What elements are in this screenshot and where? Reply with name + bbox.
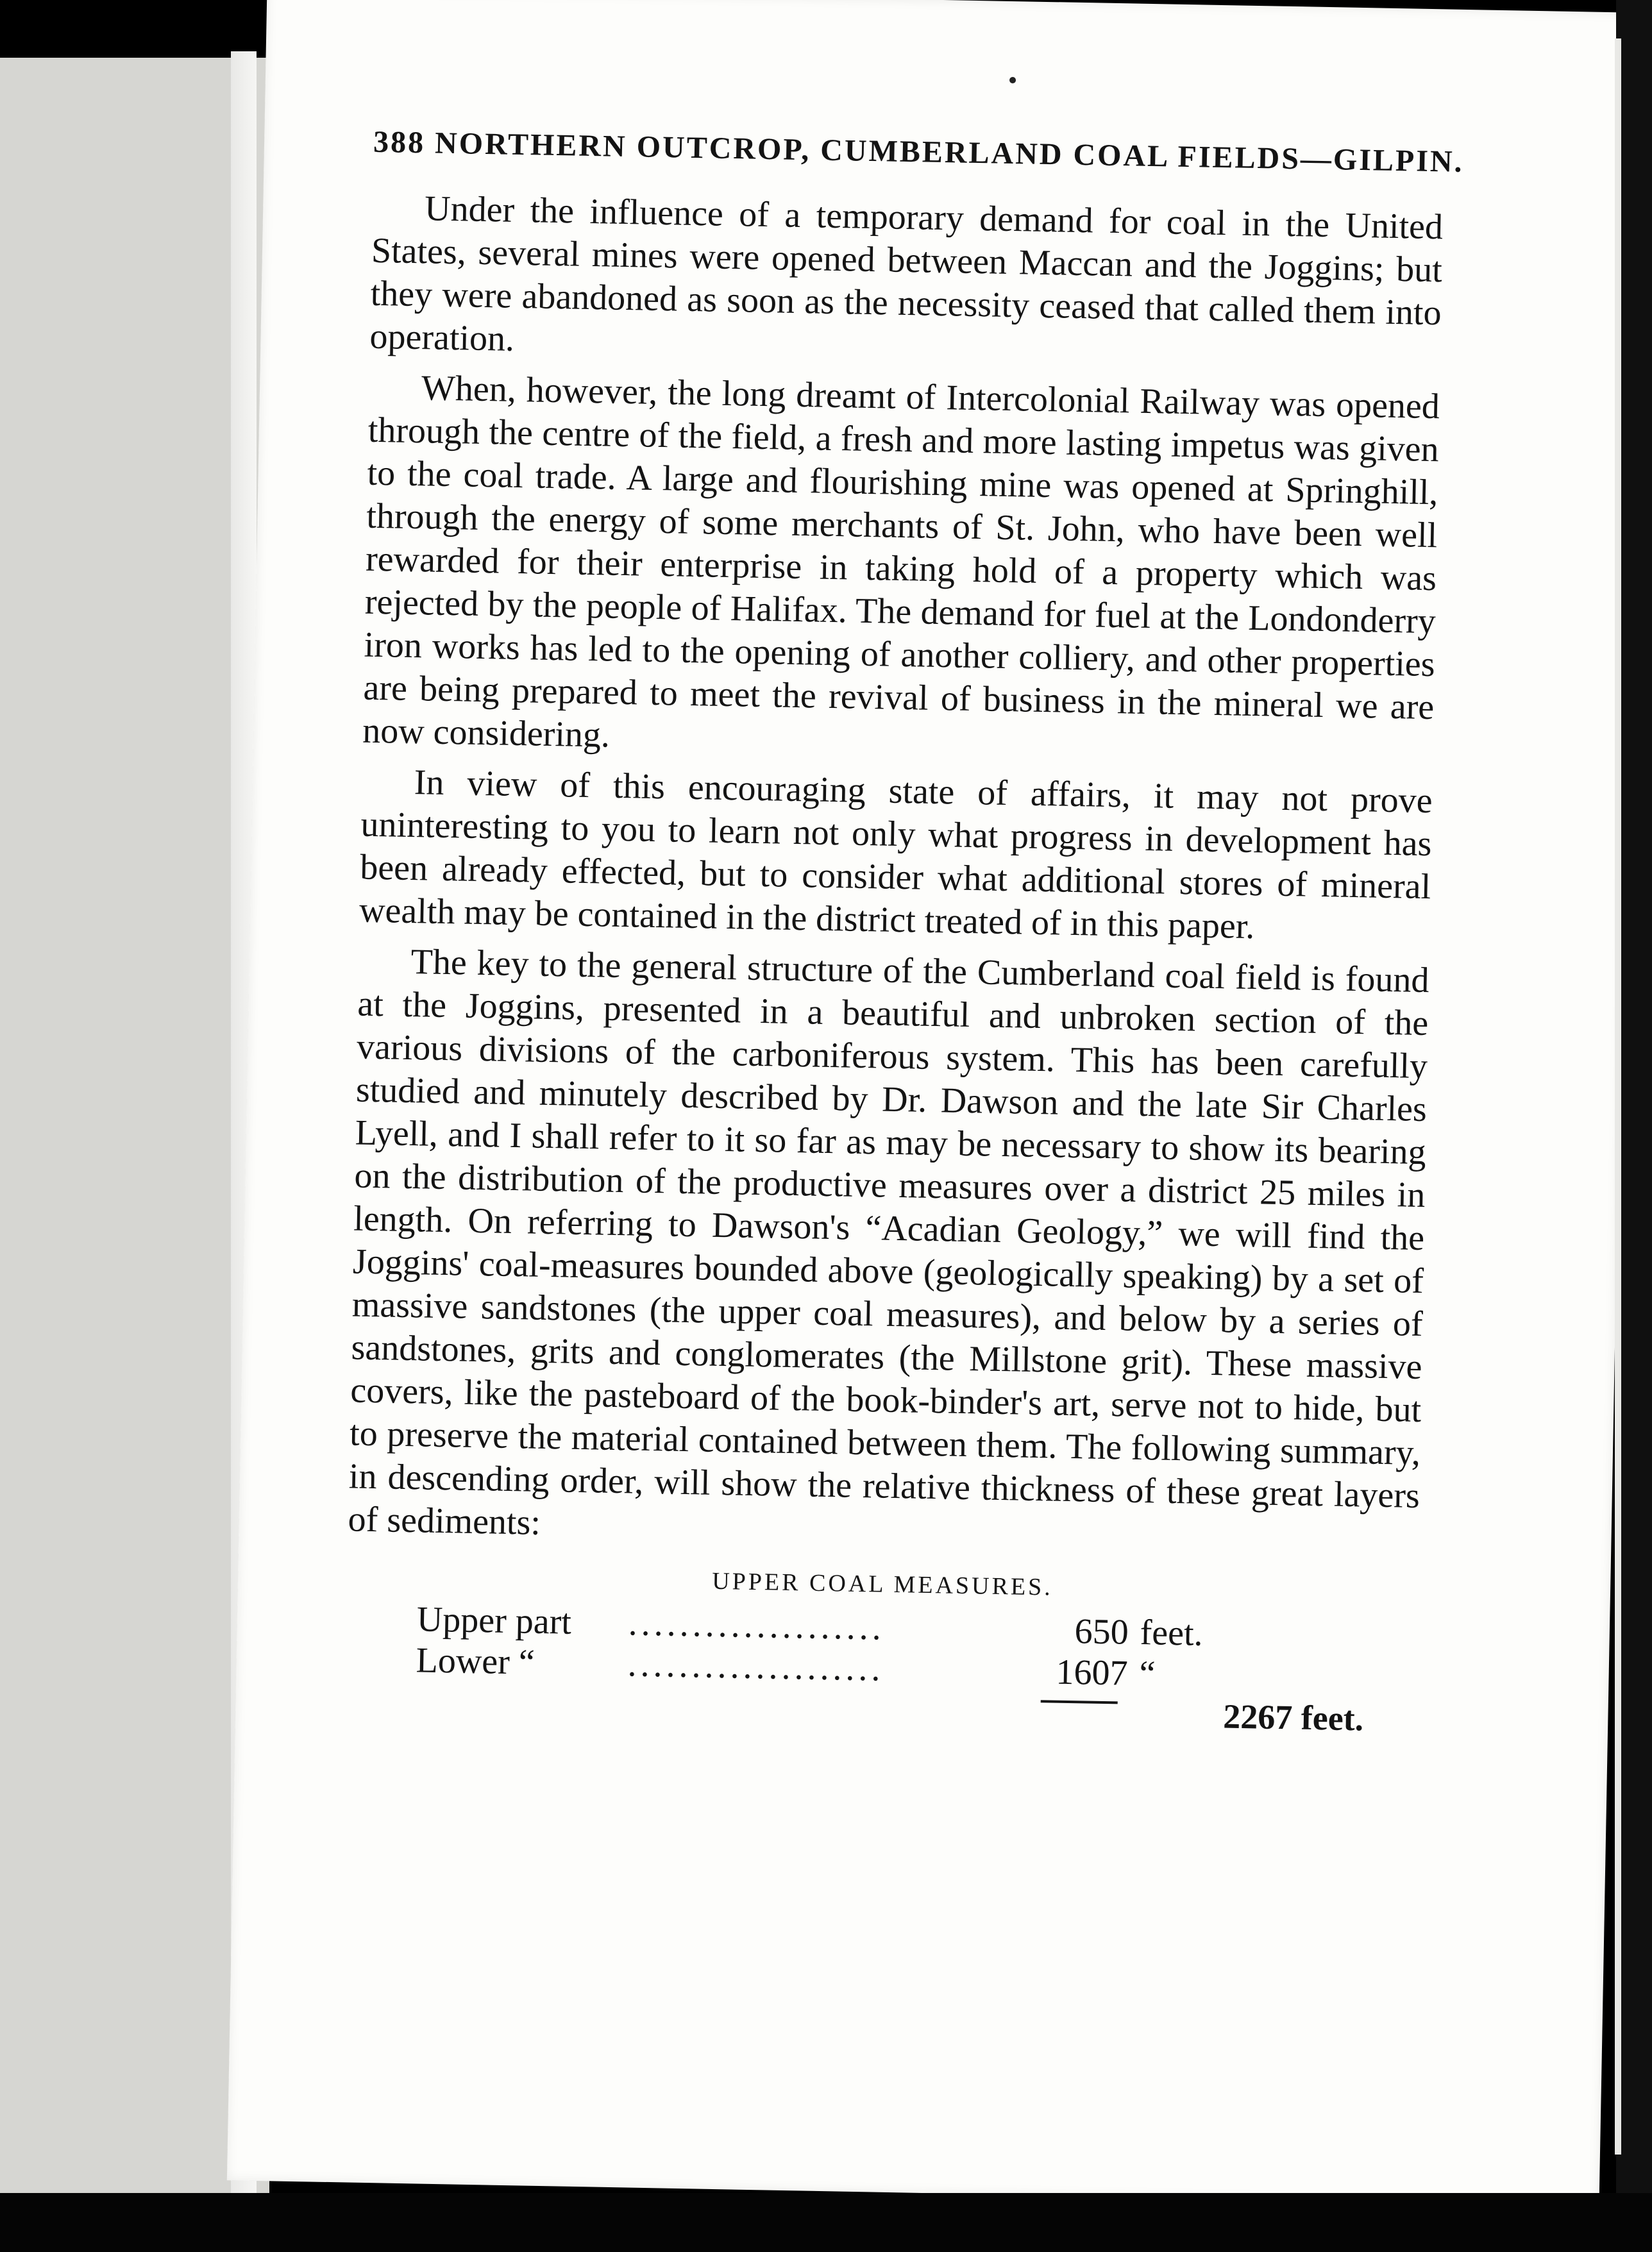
row-value: 650 <box>1074 1611 1129 1652</box>
back-sheet-edge <box>0 58 269 2193</box>
table-heading: UPPER COAL MEASURES. <box>711 1567 1054 1601</box>
row-value: 1607 <box>1056 1652 1129 1693</box>
paragraph-2: When, however, the long dreamt of Intercolonial Railway was opened through the centre of the field, a fresh and more lasting impetus was given to the coal trade. A large and flourishing mine was opened at Springhill, through the energy of some merchants of St. John, who have been well rewarded for their enterprise in taking hold of a property which was rejected by the people of Halifax. The demand for fuel at the Londonderry iron works has led to the opening of another colliery, and other properties are being prepared to meet the revival of business in the mineral we are now considering. <box>362 368 1440 755</box>
row-label: Lower “ <box>416 1640 535 1683</box>
running-head: 388 NORTHERN OUTCROP, CUMBERLAND COAL FIELDS—GILPIN. <box>373 124 1465 179</box>
book-page <box>227 0 1639 2205</box>
scanner-border-right <box>1616 0 1652 2252</box>
leader-dots: .................... <box>628 1603 886 1648</box>
leader-dots: .................... <box>627 1644 885 1689</box>
row-unit: “ <box>1138 1654 1156 1694</box>
thickness-table <box>344 1597 1417 1740</box>
page-text-block <box>344 124 1465 1740</box>
paragraph-3: In view of this encouraging state of affairs, it may not prove uninteresting to you to learn not only what progress in development has been already effected, but to consider what additional stores of mineral wealth may be contained in the district treated of in this paper. <box>358 762 1433 947</box>
scanner-border-bottom <box>0 2193 1652 2252</box>
row-unit: feet. <box>1140 1613 1204 1654</box>
total-thickness: 2267 feet. <box>1222 1697 1364 1738</box>
row-label: Upper part <box>416 1599 572 1642</box>
page-right-edge <box>1615 38 1621 2155</box>
ink-speck <box>1009 77 1016 83</box>
paragraph-1: Under the influence of a temporary demand for coal in the United States, several mines were opened between Maccan and the Joggins; but they were abandoned as soon as the necessity ceased that called them into operation. <box>369 189 1444 359</box>
sum-rule <box>1041 1700 1118 1704</box>
paragraph-4: The key to the general structure of the Cumberland coal field is found at the Joggins, presented in a beautiful and unbroken section of the various divisions of the carboniferous system. This has been carefully studied and minutely described by Dr. Dawson and the late Sir Charles Lyell, and I shall refer to it so far as may be necessary to show its bearing on the distribution of the productive measures over a district 25 miles in length. On referring to Dawson's “Acadian Geology,” we will find the Joggins' coal-measures bounded above (geologically speaking) by a set of massive sandstones (the upper coal measures), and below by a series of sandstones, grits and conglomerates (the Millstone grit). These massive covers, like the pasteboard of the book-binder's art, serve not to hide, but to preserve the material contained between them. The following summary, in descending order, will show the relative thickness of these great layers of sediments: <box>348 942 1430 1543</box>
